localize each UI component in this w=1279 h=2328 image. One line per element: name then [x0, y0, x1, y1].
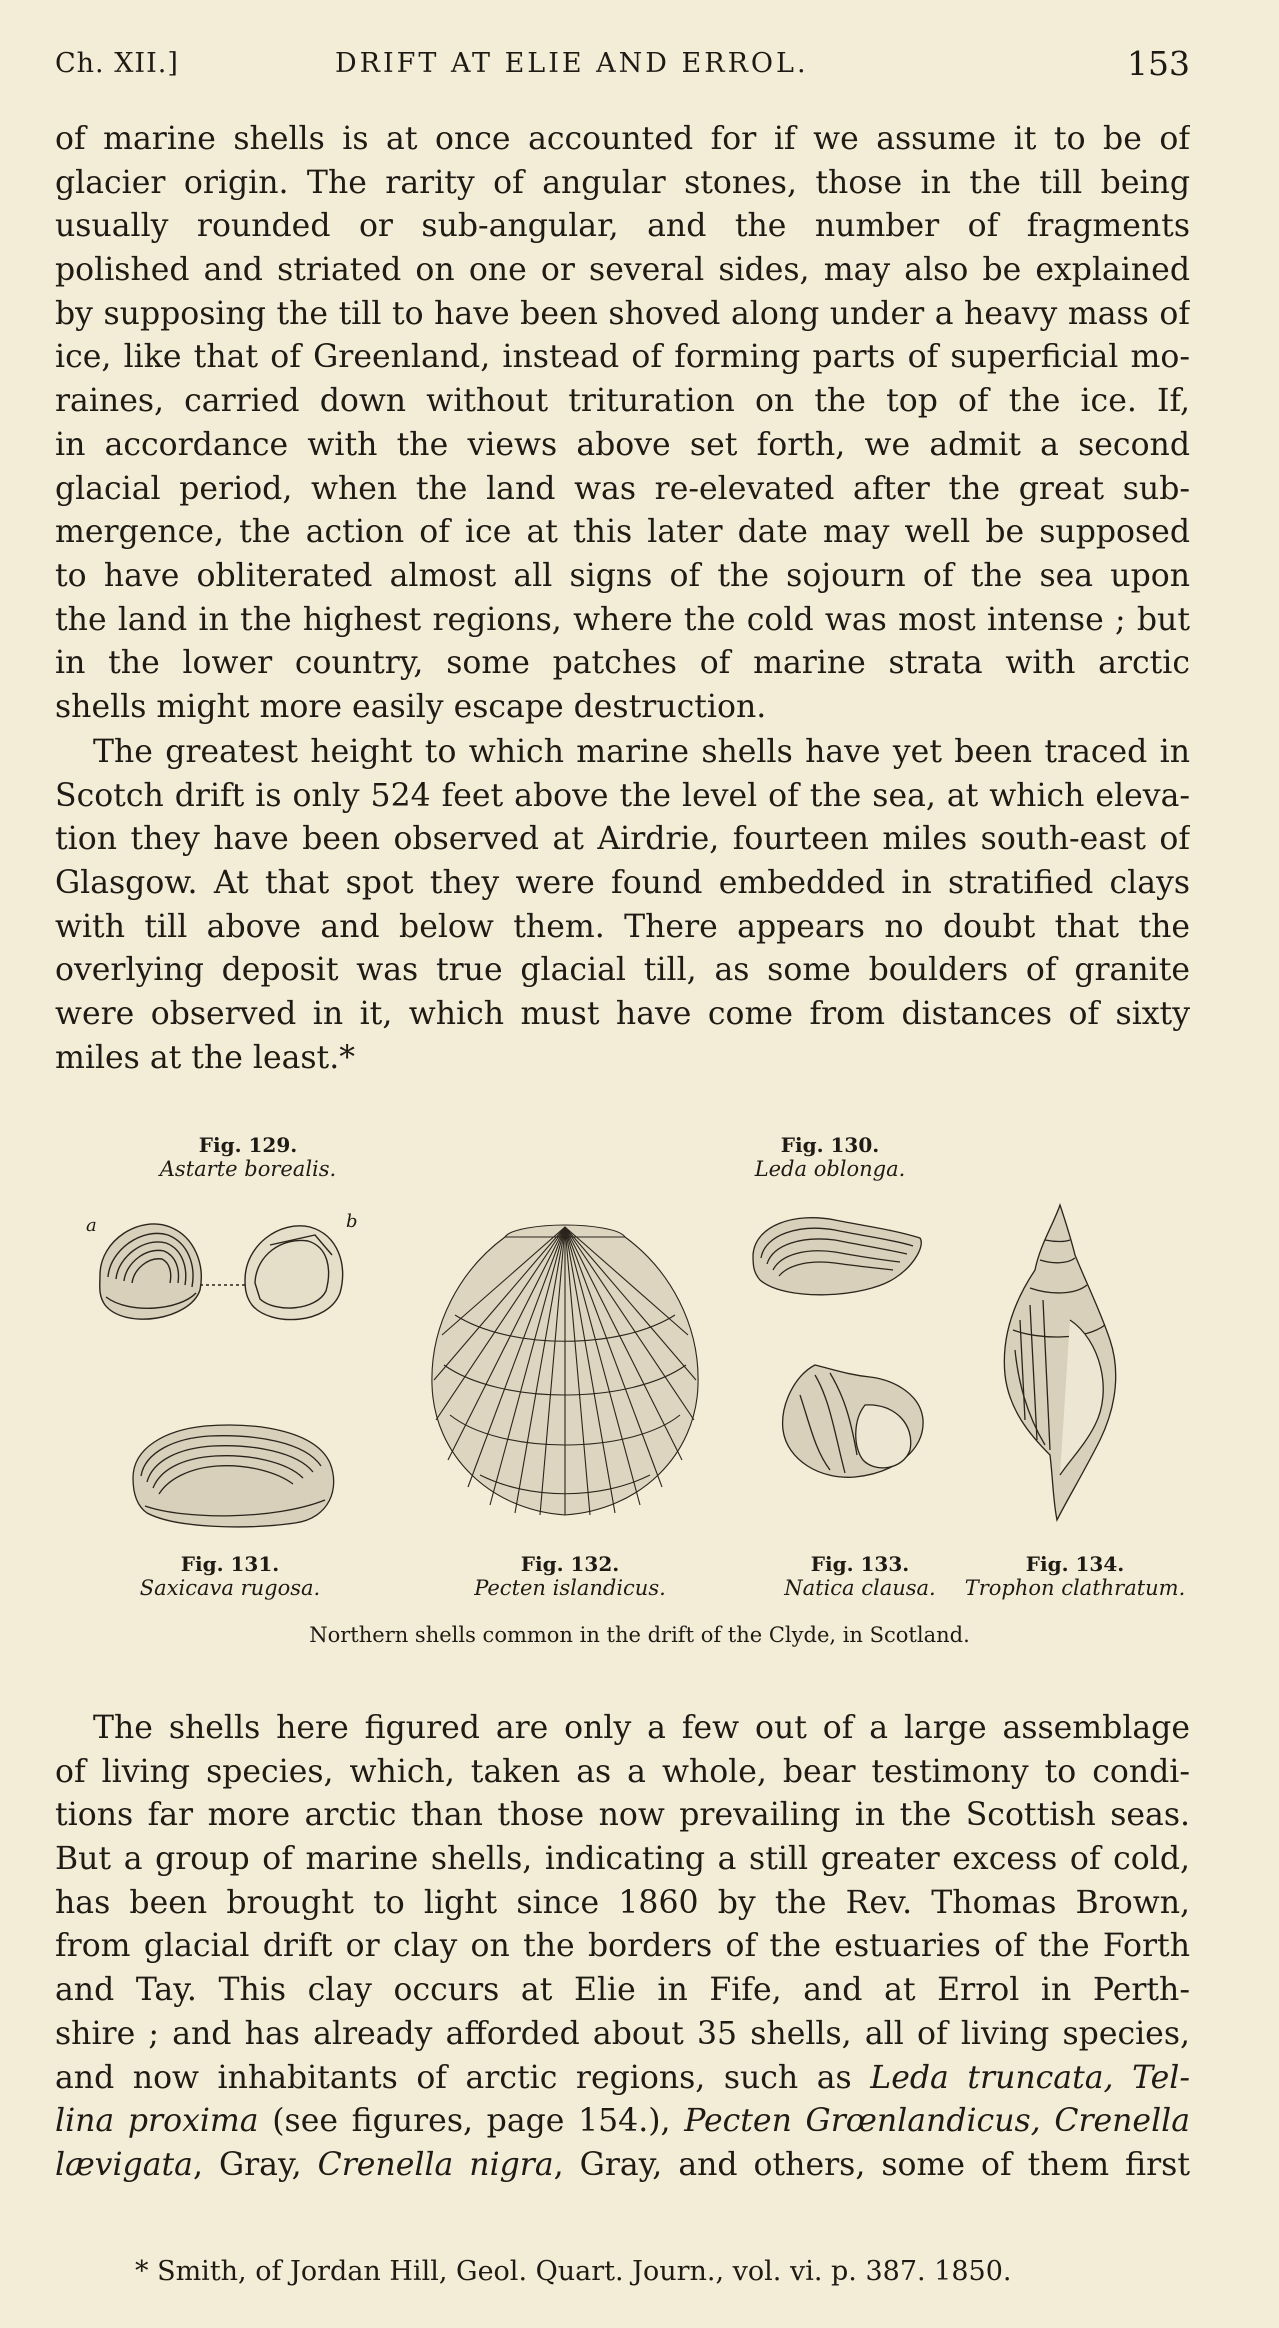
natica-shell-icon: [775, 1355, 935, 1485]
text-line: The shells here figured are only a few out of a large assemblage: [93, 1710, 1190, 1746]
footnote: * Smith, of Jordan Hill, Geol. Quart. Journ., vol. vi. p. 387. 1850.: [135, 2256, 1012, 2287]
figure-number: Fig. 132.: [520, 1552, 620, 1576]
text-line: miles at the least.*: [55, 1039, 355, 1076]
species-name: Pecten Grœnlandicus, Crenella: [684, 2103, 1190, 2140]
text-line: of marine shells is at once accounted for if we assume it to be of: [55, 121, 1190, 157]
fig-133-caption: [765, 1552, 955, 1600]
species-name: Crenella nigra: [317, 2146, 554, 2183]
text-line: in accordance with the views above set forth, we admit a second: [55, 426, 1190, 463]
fig-130-caption: [710, 1133, 950, 1181]
running-header: [55, 44, 1190, 88]
text-line: has been brought to light since 1860 by the Rev. Thomas Brown,: [55, 1884, 1190, 1921]
page-number: 153: [1127, 44, 1190, 83]
text-line: raines, carried down without trituration on the top of the ice. If,: [55, 383, 1190, 420]
text-line: tions far more arctic than those now prevailing in the Scottish seas.: [55, 1797, 1190, 1834]
paragraph-1: [55, 118, 1190, 730]
text-line: polished and striated on one or several sides, may also be explained: [55, 252, 1190, 289]
text-line: [55, 2057, 1190, 2101]
figure-letter-a: a: [86, 1215, 97, 1236]
plate-caption: Northern shells common in the drift of the Clyde, in Scotland.: [309, 1623, 970, 1647]
leda-shell-icon: [745, 1200, 930, 1310]
text-segment: , Gray,: [192, 2146, 318, 2183]
fig-129-caption: [148, 1133, 348, 1181]
pecten-shell-icon: [420, 1215, 710, 1525]
text-line: mergence, the action of ice at this later date may well be supposed: [55, 514, 1190, 551]
text-line: Glasgow. At that spot they were found embedded in stratified clays: [55, 865, 1190, 902]
text-line: [55, 2144, 1190, 2188]
fig-131-caption: [120, 1552, 340, 1600]
figure-number: Fig. 129.: [198, 1133, 298, 1157]
text-segment: (see figures, page 154.),: [258, 2103, 685, 2140]
text-line: The greatest height to which marine shells have yet been traced in: [93, 734, 1190, 770]
text-line: usually rounded or sub-angular, and the number of fragments: [55, 208, 1190, 245]
text-line: ice, like that of Greenland, instead of forming parts of superficial mo-: [55, 339, 1190, 376]
figure-number: Fig. 134.: [1025, 1552, 1125, 1576]
fig-132-caption: [455, 1552, 685, 1600]
text-line: from glacial drift or clay on the borders of the estuaries of the Forth: [55, 1928, 1190, 1965]
text-line: to have obliterated almost all signs of the sojourn of the sea upon: [55, 557, 1190, 594]
trophon-shell-icon: [995, 1200, 1125, 1525]
text-segment: and now inhabitants of arctic regions, such as: [55, 2059, 852, 2096]
text-line: Scotch drift is only 524 feet above the level of the sea, at which eleva-: [55, 777, 1190, 814]
paragraph-3: [55, 1707, 1190, 2188]
figure-species: Trophon clathratum.: [964, 1576, 1186, 1600]
figure-species: Saxicava rugosa.: [139, 1576, 321, 1600]
figure-number: Fig. 131.: [180, 1552, 280, 1576]
figure-species: Astarte borealis.: [159, 1157, 337, 1181]
figure-number: Fig. 133.: [810, 1552, 910, 1576]
running-title: DRIFT AT ELIE AND ERROL.: [335, 48, 809, 79]
text-line: with till above and below them. There appears no doubt that the: [55, 908, 1190, 945]
figure-species: Pecten islandicus.: [474, 1576, 666, 1600]
species-name: lina proxima: [55, 2103, 259, 2140]
text-line: glacial period, when the land was re-elevated after the great sub-: [55, 470, 1190, 507]
text-line: the land in the highest regions, where the cold was most intense ; but: [55, 601, 1190, 638]
figure-species: Leda oblonga.: [754, 1157, 906, 1181]
text-line: glacier origin. The rarity of angular stones, those in the till being: [55, 164, 1190, 201]
text-segment: , Gray, and others, some of them first: [553, 2146, 1190, 2183]
text-line: of living species, which, taken as a whole, bear testimony to condi-: [55, 1753, 1190, 1790]
figure-number: Fig. 130.: [780, 1133, 880, 1157]
figure-species: Natica clausa.: [784, 1576, 936, 1600]
text-line: and Tay. This clay occurs at Elie in Fife, and at Errol in Perth-: [55, 1972, 1190, 2009]
text-line: But a group of marine shells, indicating a still greater excess of cold,: [55, 1841, 1190, 1878]
text-line: in the lower country, some patches of marine strata with arctic: [55, 645, 1190, 682]
text-line: overlying deposit was true glacial till, as some boulders of granite: [55, 952, 1190, 989]
figure-letter-b: b: [346, 1211, 358, 1232]
paragraph-2: [55, 731, 1190, 1081]
text-line: were observed in it, which must have come from distances of sixty: [55, 996, 1190, 1033]
saxicava-shell-icon: [125, 1408, 345, 1533]
text-line: shells might more easily escape destruction.: [55, 688, 767, 725]
text-line: tion they have been observed at Airdrie, fourteen miles south-east of: [55, 821, 1190, 858]
species-name: lævigata: [55, 2146, 193, 2183]
text-line: [55, 2100, 1190, 2144]
fig-134-caption: [955, 1552, 1195, 1600]
text-line: shire ; and has already afforded about 35 shells, all of living species,: [55, 2015, 1190, 2052]
species-name: Leda truncata, Tel-: [870, 2059, 1190, 2096]
text-line: by supposing the till to have been shoved along under a heavy mass of: [55, 295, 1190, 332]
astarte-shell-icon: [70, 1205, 380, 1335]
chapter-label: Ch. XII.]: [55, 48, 179, 79]
